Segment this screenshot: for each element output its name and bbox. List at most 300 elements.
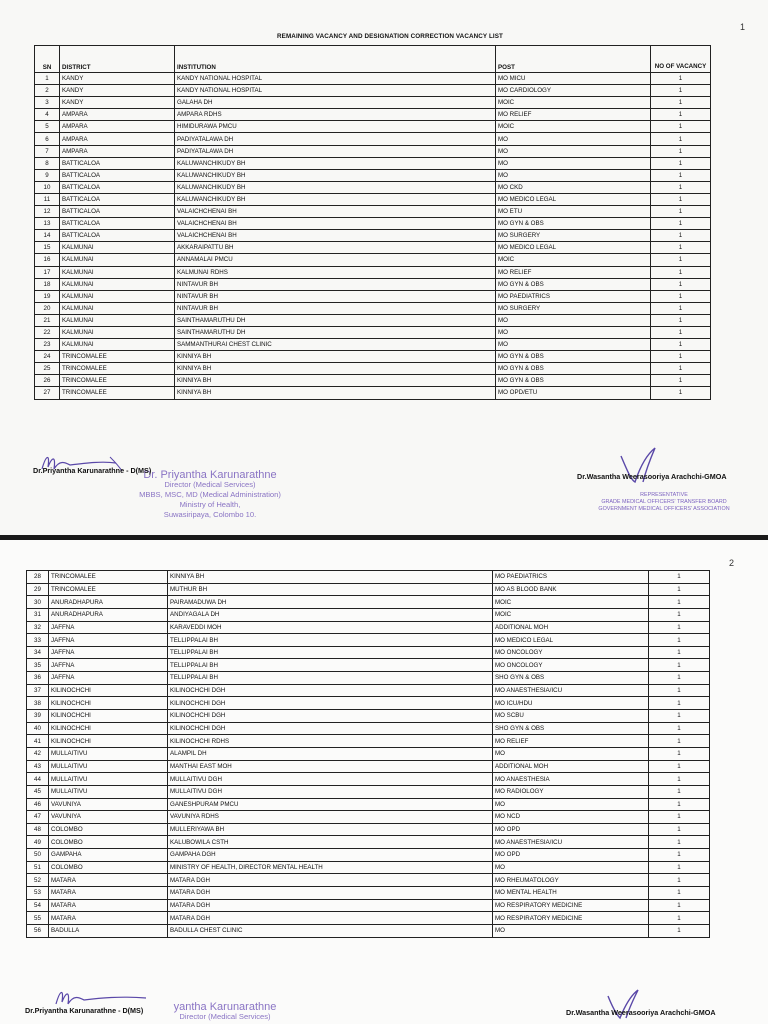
cell-post: MO OPD bbox=[493, 849, 649, 862]
table-row bbox=[35, 302, 711, 314]
cell-vacancy: 1 bbox=[651, 218, 711, 230]
stamp-line: Ministry of Health, bbox=[179, 500, 241, 509]
cell-institution: SAINTHAMARUTHU DH bbox=[175, 326, 496, 338]
table-row bbox=[27, 811, 710, 824]
cell-institution: TELLIPPALAI BH bbox=[168, 634, 493, 647]
cell-district: VAVUNIYA bbox=[49, 811, 168, 824]
cell-post: MO bbox=[496, 145, 651, 157]
cell-post: MO SURGERY bbox=[496, 230, 651, 242]
cell-post: MO bbox=[496, 314, 651, 326]
cell-vacancy: 1 bbox=[649, 912, 710, 925]
cell-vacancy: 1 bbox=[649, 646, 710, 659]
cell-sn: 18 bbox=[35, 278, 60, 290]
cell-district: TRINCOMALEE bbox=[60, 351, 175, 363]
table-row bbox=[27, 785, 710, 798]
table-row bbox=[27, 747, 710, 760]
cell-institution: KILINOCHCHI RDHS bbox=[168, 735, 493, 748]
cell-institution: KINNIYA BH bbox=[175, 363, 496, 375]
cell-institution: MATARA DGH bbox=[168, 912, 493, 925]
cell-post: MO RADIOLOGY bbox=[493, 785, 649, 798]
table-row bbox=[27, 798, 710, 811]
cell-vacancy: 1 bbox=[651, 290, 711, 302]
cell-district: VAVUNIYA bbox=[49, 798, 168, 811]
cell-post: MO MENTAL HEALTH bbox=[493, 887, 649, 900]
cell-vacancy: 1 bbox=[651, 314, 711, 326]
cell-institution: MULLERIYAWA BH bbox=[168, 823, 493, 836]
cell-sn: 56 bbox=[27, 924, 49, 937]
cell-sn: 37 bbox=[27, 684, 49, 697]
cell-district: TRINCOMALEE bbox=[60, 375, 175, 387]
cell-institution: MULLAITIVU DGH bbox=[168, 785, 493, 798]
cell-district: KILINOCHCHI bbox=[49, 684, 168, 697]
cell-district: MULLAITIVU bbox=[49, 747, 168, 760]
cell-vacancy: 1 bbox=[649, 672, 710, 685]
cell-vacancy: 1 bbox=[651, 73, 711, 85]
table-row bbox=[27, 634, 710, 647]
cell-post: MO RELIEF bbox=[496, 266, 651, 278]
cell-institution: HIMIDURAWA PMCU bbox=[175, 121, 496, 133]
cell-institution: SAMMANTHURAI CHEST CLINIC bbox=[175, 339, 496, 351]
cell-post: MO bbox=[496, 157, 651, 169]
table-row bbox=[35, 193, 711, 205]
cell-post: ADDITIONAL MOH bbox=[493, 621, 649, 634]
cell-sn: 11 bbox=[35, 193, 60, 205]
cell-sn: 21 bbox=[35, 314, 60, 326]
table-row bbox=[35, 73, 711, 85]
cell-sn: 23 bbox=[35, 339, 60, 351]
cell-institution: ANNAMALAI PMCU bbox=[175, 254, 496, 266]
table-row bbox=[35, 85, 711, 97]
stamp-left bbox=[150, 1002, 300, 1022]
cell-district: MULLAITIVU bbox=[49, 760, 168, 773]
table-row bbox=[35, 326, 711, 338]
cell-institution: KARAVEDDI MOH bbox=[168, 621, 493, 634]
cell-vacancy: 1 bbox=[649, 684, 710, 697]
cell-vacancy: 1 bbox=[651, 230, 711, 242]
cell-institution: NINTAVUR BH bbox=[175, 290, 496, 302]
table-row bbox=[35, 97, 711, 109]
cell-post: MO PAEDIATRICS bbox=[493, 571, 649, 584]
cell-post: MO RHEUMATOLOGY bbox=[493, 874, 649, 887]
cell-vacancy: 1 bbox=[651, 363, 711, 375]
cell-institution: MINISTRY OF HEALTH, DIRECTOR MENTAL HEALTH bbox=[168, 861, 493, 874]
cell-district: JAFFNA bbox=[49, 646, 168, 659]
signatory-right: Dr.Wasantha Weerasooriya Arachchi-GMOA bbox=[566, 1008, 716, 1017]
cell-institution: NINTAVUR BH bbox=[175, 302, 496, 314]
cell-post: MO GYN & OBS bbox=[496, 218, 651, 230]
table-row bbox=[35, 314, 711, 326]
cell-institution: TELLIPPALAI BH bbox=[168, 659, 493, 672]
table-row bbox=[35, 206, 711, 218]
stamp-line: GOVERNMENT MEDICAL OFFICERS' ASSOCIATION bbox=[598, 506, 730, 512]
cell-sn: 47 bbox=[27, 811, 49, 824]
cell-vacancy: 1 bbox=[649, 811, 710, 824]
col-header-sn: SN bbox=[35, 46, 60, 73]
cell-vacancy: 1 bbox=[649, 634, 710, 647]
table-row bbox=[27, 608, 710, 621]
table-row bbox=[35, 157, 711, 169]
table-row bbox=[35, 387, 711, 399]
cell-district: KALMUNAI bbox=[60, 339, 175, 351]
cell-sn: 45 bbox=[27, 785, 49, 798]
table-row bbox=[35, 339, 711, 351]
cell-district: MULLAITIVU bbox=[49, 785, 168, 798]
cell-district: MATARA bbox=[49, 874, 168, 887]
stamp-line: MBBS, MSC, MD (Medical Administration) bbox=[139, 490, 281, 499]
cell-vacancy: 1 bbox=[649, 823, 710, 836]
cell-sn: 39 bbox=[27, 710, 49, 723]
cell-sn: 27 bbox=[35, 387, 60, 399]
vacancy-table bbox=[34, 45, 711, 400]
cell-district: JAFFNA bbox=[49, 659, 168, 672]
cell-post: MO SCBU bbox=[493, 710, 649, 723]
table-row bbox=[35, 242, 711, 254]
cell-post: MOIC bbox=[496, 121, 651, 133]
cell-district: COLOMBO bbox=[49, 823, 168, 836]
cell-institution: KANDY NATIONAL HOSPITAL bbox=[175, 73, 496, 85]
cell-district: BATTICALOA bbox=[60, 181, 175, 193]
stamp-name: yantha Karunarathne bbox=[173, 1001, 277, 1013]
table-row bbox=[35, 169, 711, 181]
cell-sn: 55 bbox=[27, 912, 49, 925]
cell-vacancy: 1 bbox=[651, 109, 711, 121]
table-row bbox=[27, 887, 710, 900]
cell-vacancy: 1 bbox=[651, 375, 711, 387]
cell-district: KILINOCHCHI bbox=[49, 710, 168, 723]
cell-sn: 33 bbox=[27, 634, 49, 647]
cell-district: BATTICALOA bbox=[60, 169, 175, 181]
stamp-line: GRADE MEDICAL OFFICERS' TRANSFER BOARD bbox=[601, 499, 727, 505]
cell-post: MO ONCOLOGY bbox=[493, 646, 649, 659]
cell-post: MO PAEDIATRICS bbox=[496, 290, 651, 302]
table-row bbox=[27, 646, 710, 659]
cell-sn: 52 bbox=[27, 874, 49, 887]
cell-district: KANDY bbox=[60, 97, 175, 109]
cell-sn: 51 bbox=[27, 861, 49, 874]
cell-district: KALMUNAI bbox=[60, 254, 175, 266]
cell-sn: 28 bbox=[27, 571, 49, 584]
cell-district: MATARA bbox=[49, 912, 168, 925]
cell-vacancy: 1 bbox=[651, 242, 711, 254]
cell-institution: KILINOCHCHI DGH bbox=[168, 722, 493, 735]
cell-institution: TELLIPPALAI BH bbox=[168, 646, 493, 659]
table-row bbox=[27, 823, 710, 836]
cell-sn: 42 bbox=[27, 747, 49, 760]
cell-post: MOIC bbox=[496, 97, 651, 109]
table-row bbox=[35, 254, 711, 266]
cell-post: MO CARDIOLOGY bbox=[496, 85, 651, 97]
cell-vacancy: 1 bbox=[651, 169, 711, 181]
cell-sn: 32 bbox=[27, 621, 49, 634]
cell-district: KANDY bbox=[60, 85, 175, 97]
cell-institution: GANESHPURAM PMCU bbox=[168, 798, 493, 811]
table-row bbox=[35, 181, 711, 193]
cell-sn: 24 bbox=[35, 351, 60, 363]
table-row bbox=[27, 861, 710, 874]
cell-district: KALMUNAI bbox=[60, 242, 175, 254]
cell-institution: KINNIYA BH bbox=[168, 571, 493, 584]
table-row bbox=[27, 760, 710, 773]
table-row bbox=[27, 899, 710, 912]
cell-district: KILINOCHCHI bbox=[49, 722, 168, 735]
cell-institution: KALUWANCHIKUDY BH bbox=[175, 157, 496, 169]
cell-post: MOIC bbox=[493, 608, 649, 621]
cell-institution: MATARA DGH bbox=[168, 887, 493, 900]
cell-sn: 34 bbox=[27, 646, 49, 659]
cell-district: MATARA bbox=[49, 887, 168, 900]
cell-district: BATTICALOA bbox=[60, 218, 175, 230]
cell-sn: 7 bbox=[35, 145, 60, 157]
cell-post: MO RELIEF bbox=[496, 109, 651, 121]
cell-institution: AMPARA RDHS bbox=[175, 109, 496, 121]
col-header-institution: INSTITUTION bbox=[175, 46, 496, 73]
cell-sn: 38 bbox=[27, 697, 49, 710]
cell-post: MO GYN & OBS bbox=[496, 278, 651, 290]
cell-sn: 48 bbox=[27, 823, 49, 836]
table-row bbox=[35, 290, 711, 302]
cell-institution: GAMPAHA DGH bbox=[168, 849, 493, 862]
table-row bbox=[27, 621, 710, 634]
table-row bbox=[27, 684, 710, 697]
cell-post: MO GYN & OBS bbox=[496, 375, 651, 387]
cell-district: ANURADHAPURA bbox=[49, 596, 168, 609]
cell-institution: NINTAVUR BH bbox=[175, 278, 496, 290]
cell-sn: 35 bbox=[27, 659, 49, 672]
table-row bbox=[35, 218, 711, 230]
cell-institution: KILINOCHCHI DGH bbox=[168, 710, 493, 723]
cell-vacancy: 1 bbox=[649, 608, 710, 621]
cell-post: MO NCD bbox=[493, 811, 649, 824]
cell-sn: 2 bbox=[35, 85, 60, 97]
table-row bbox=[27, 735, 710, 748]
cell-institution: MATARA DGH bbox=[168, 874, 493, 887]
cell-vacancy: 1 bbox=[649, 596, 710, 609]
table-row bbox=[35, 121, 711, 133]
cell-post: MO bbox=[496, 169, 651, 181]
cell-post: MO ANAESTHESIA bbox=[493, 773, 649, 786]
cell-vacancy: 1 bbox=[649, 874, 710, 887]
cell-post: MO bbox=[493, 747, 649, 760]
cell-district: KALMUNAI bbox=[60, 326, 175, 338]
cell-institution: TELLIPPALAI BH bbox=[168, 672, 493, 685]
cell-vacancy: 1 bbox=[651, 266, 711, 278]
cell-district: ANURADHAPURA bbox=[49, 608, 168, 621]
cell-sn: 46 bbox=[27, 798, 49, 811]
cell-institution: VALAICHCHENAI BH bbox=[175, 230, 496, 242]
cell-vacancy: 1 bbox=[651, 145, 711, 157]
cell-post: MO RESPIRATORY MEDICINE bbox=[493, 912, 649, 925]
cell-sn: 12 bbox=[35, 206, 60, 218]
cell-institution: MUTHUR BH bbox=[168, 583, 493, 596]
cell-institution: VALAICHCHENAI BH bbox=[175, 218, 496, 230]
cell-vacancy: 1 bbox=[649, 836, 710, 849]
table-row bbox=[35, 230, 711, 242]
table-row bbox=[35, 109, 711, 121]
cell-institution: MATARA DGH bbox=[168, 899, 493, 912]
cell-post: MO bbox=[496, 339, 651, 351]
cell-vacancy: 1 bbox=[651, 206, 711, 218]
cell-district: BATTICALOA bbox=[60, 157, 175, 169]
table-row bbox=[27, 659, 710, 672]
cell-post: MO MICU bbox=[496, 73, 651, 85]
cell-institution: ANDIYAGALA DH bbox=[168, 608, 493, 621]
cell-sn: 30 bbox=[27, 596, 49, 609]
cell-post: MO MEDICO LEGAL bbox=[496, 242, 651, 254]
cell-vacancy: 1 bbox=[649, 621, 710, 634]
cell-vacancy: 1 bbox=[651, 85, 711, 97]
cell-vacancy: 1 bbox=[649, 849, 710, 862]
cell-vacancy: 1 bbox=[651, 181, 711, 193]
cell-sn: 54 bbox=[27, 899, 49, 912]
stamp-line: Suwasiripaya, Colombo 10. bbox=[163, 510, 257, 519]
cell-institution: PADIYATALAWA DH bbox=[175, 133, 496, 145]
cell-vacancy: 1 bbox=[649, 760, 710, 773]
cell-sn: 29 bbox=[27, 583, 49, 596]
signature-left bbox=[50, 984, 160, 1008]
cell-institution: KALUWANCHIKUDY BH bbox=[175, 169, 496, 181]
cell-sn: 10 bbox=[35, 181, 60, 193]
cell-vacancy: 1 bbox=[651, 133, 711, 145]
table-row bbox=[35, 375, 711, 387]
cell-post: MO CKD bbox=[496, 181, 651, 193]
cell-post: MO ANAESTHESIA/ICU bbox=[493, 836, 649, 849]
cell-institution: KILINOCHCHI DGH bbox=[168, 697, 493, 710]
cell-sn: 43 bbox=[27, 760, 49, 773]
table-row bbox=[35, 278, 711, 290]
cell-vacancy: 1 bbox=[651, 121, 711, 133]
cell-post: MO OPD bbox=[493, 823, 649, 836]
cell-post: MOIC bbox=[493, 596, 649, 609]
document-title: REMAINING VACANCY AND DESIGNATION CORRECTION VACANCY LIST bbox=[277, 33, 503, 40]
table-header-row bbox=[35, 46, 711, 73]
cell-post: MO bbox=[493, 798, 649, 811]
table-row bbox=[35, 145, 711, 157]
cell-vacancy: 1 bbox=[649, 773, 710, 786]
cell-district: KALMUNAI bbox=[60, 278, 175, 290]
cell-sn: 40 bbox=[27, 722, 49, 735]
cell-post: MO RELIEF bbox=[493, 735, 649, 748]
col-header-post: POST bbox=[496, 46, 651, 73]
cell-sn: 26 bbox=[35, 375, 60, 387]
cell-vacancy: 1 bbox=[651, 278, 711, 290]
cell-vacancy: 1 bbox=[651, 254, 711, 266]
cell-district: AMPARA bbox=[60, 121, 175, 133]
cell-district: TRINCOMALEE bbox=[60, 387, 175, 399]
cell-sn: 15 bbox=[35, 242, 60, 254]
cell-sn: 5 bbox=[35, 121, 60, 133]
stamp-name: Dr. Priyantha Karunarathne bbox=[143, 469, 277, 481]
cell-institution: MULLAITIVU DGH bbox=[168, 773, 493, 786]
table-row bbox=[27, 596, 710, 609]
cell-district: JAFFNA bbox=[49, 634, 168, 647]
table-row bbox=[27, 710, 710, 723]
signatory-left: Dr.Priyantha Karunarathne - D(MS) bbox=[25, 1006, 144, 1015]
cell-vacancy: 1 bbox=[651, 302, 711, 314]
cell-institution: KALUWANCHIKUDY BH bbox=[175, 181, 496, 193]
cell-sn: 13 bbox=[35, 218, 60, 230]
cell-post: ADDITIONAL MOH bbox=[493, 760, 649, 773]
cell-institution: AKKARAIPATTU BH bbox=[175, 242, 496, 254]
cell-vacancy: 1 bbox=[649, 722, 710, 735]
cell-sn: 1 bbox=[35, 73, 60, 85]
cell-sn: 19 bbox=[35, 290, 60, 302]
cell-district: BATTICALOA bbox=[60, 193, 175, 205]
cell-post: MO MEDICO LEGAL bbox=[496, 193, 651, 205]
cell-district: GAMPAHA bbox=[49, 849, 168, 862]
table-row bbox=[35, 351, 711, 363]
signatory-right: Dr.Wasantha Weerasooriya Arachchi-GMOA bbox=[577, 472, 727, 481]
cell-post: MO GYN & OBS bbox=[496, 363, 651, 375]
signatory-left: Dr.Priyantha Karunarathne - D(MS) bbox=[33, 466, 152, 475]
cell-institution: SAINTHAMARUTHU DH bbox=[175, 314, 496, 326]
cell-post: MOIC bbox=[496, 254, 651, 266]
cell-sn: 6 bbox=[35, 133, 60, 145]
cell-vacancy: 1 bbox=[651, 157, 711, 169]
cell-vacancy: 1 bbox=[651, 97, 711, 109]
table-row bbox=[27, 697, 710, 710]
cell-vacancy: 1 bbox=[649, 571, 710, 584]
cell-vacancy: 1 bbox=[651, 193, 711, 205]
table-row bbox=[27, 849, 710, 862]
cell-district: AMPARA bbox=[60, 133, 175, 145]
cell-sn: 16 bbox=[35, 254, 60, 266]
cell-institution: ALAMPIL DH bbox=[168, 747, 493, 760]
cell-sn: 14 bbox=[35, 230, 60, 242]
page-number: 2 bbox=[729, 558, 735, 568]
cell-vacancy: 1 bbox=[649, 861, 710, 874]
cell-district: KILINOCHCHI bbox=[49, 735, 168, 748]
cell-sn: 31 bbox=[27, 608, 49, 621]
cell-institution: KILINOCHCHI DGH bbox=[168, 684, 493, 697]
table-row bbox=[27, 571, 710, 584]
cell-sn: 44 bbox=[27, 773, 49, 786]
cell-sn: 3 bbox=[35, 97, 60, 109]
cell-district: BATTICALOA bbox=[60, 206, 175, 218]
cell-district: MULLAITIVU bbox=[49, 773, 168, 786]
cell-post: MO RESPIRATORY MEDICINE bbox=[493, 899, 649, 912]
cell-sn: 49 bbox=[27, 836, 49, 849]
cell-post: MO ETU bbox=[496, 206, 651, 218]
cell-institution: PAIRAMADUWA DH bbox=[168, 596, 493, 609]
cell-sn: 8 bbox=[35, 157, 60, 169]
cell-sn: 4 bbox=[35, 109, 60, 121]
cell-vacancy: 1 bbox=[649, 899, 710, 912]
cell-district: JAFFNA bbox=[49, 621, 168, 634]
cell-district: BATTICALOA bbox=[60, 230, 175, 242]
cell-sn: 53 bbox=[27, 887, 49, 900]
cell-vacancy: 1 bbox=[649, 583, 710, 596]
cell-institution: BADULLA CHEST CLINIC bbox=[168, 924, 493, 937]
cell-sn: 9 bbox=[35, 169, 60, 181]
stamp-line: REPRESENTATIVE bbox=[640, 492, 688, 498]
cell-post: MO bbox=[496, 326, 651, 338]
cell-sn: 50 bbox=[27, 849, 49, 862]
cell-district: TRINCOMALEE bbox=[60, 363, 175, 375]
cell-post: MO OPD/ETU bbox=[496, 387, 651, 399]
cell-vacancy: 1 bbox=[651, 339, 711, 351]
cell-post: SHO GYN & OBS bbox=[493, 672, 649, 685]
cell-district: COLOMBO bbox=[49, 836, 168, 849]
cell-district: KALMUNAI bbox=[60, 290, 175, 302]
cell-institution: MANTHAI EAST MOH bbox=[168, 760, 493, 773]
stamp-right bbox=[574, 492, 754, 513]
cell-sn: 22 bbox=[35, 326, 60, 338]
cell-sn: 25 bbox=[35, 363, 60, 375]
cell-district: AMPARA bbox=[60, 109, 175, 121]
vacancy-table-continued bbox=[26, 570, 710, 938]
cell-sn: 36 bbox=[27, 672, 49, 685]
cell-post: MO bbox=[493, 924, 649, 937]
